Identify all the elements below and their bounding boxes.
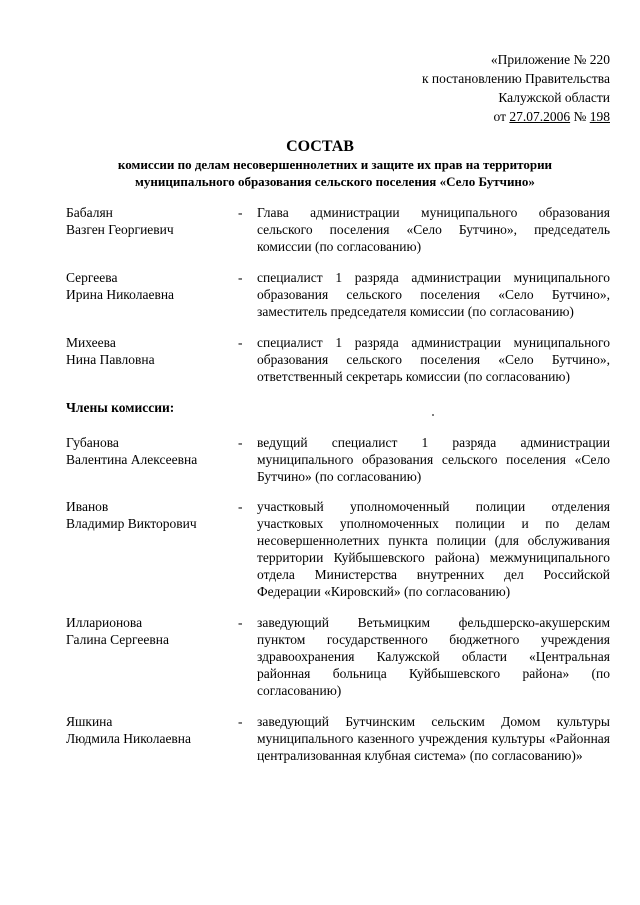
member-name [66,334,236,368]
appendix-line-1: «Приложение № 220 [490,52,610,67]
member-role: заведующий Ветьмицким фельдшерско-акушерским пунктом государственного бюджетного учреждения здравоохранения Калужской области «Центральная районная больница Куйбышевского района» (по согласованию) [257,615,610,698]
document-subtitle: комиссии по делам несовершеннолетних и защите их прав на территории муниципального образования сельского поселения «Село Бутчино» [117,157,553,189]
member-given-name: Вазген Георгиевич [66,222,174,237]
member-given-name: Людмила Николаевна [66,731,192,746]
appendix-header [422,50,610,126]
member-name [66,713,236,747]
member-surname: Михеева [66,335,116,350]
dash: - [238,335,243,350]
member-name [66,498,236,532]
member-surname: Яшкина [66,714,113,729]
member-name [66,614,236,648]
member-role: ведущий специалист 1 разряда администрации муниципального образования сельского поселения «Село Бутчино» (по согласованию) [257,435,610,484]
number-sep: № [570,109,590,124]
document-title: СОСТАВ [286,138,354,155]
scan-speck [432,414,434,416]
appendix-line-2: к постановлению Правительства [421,71,610,86]
dash: - [238,435,243,450]
member-given-name: Владимир Викторович [66,516,197,531]
member-surname: Илларионова [66,615,143,630]
dash: - [238,205,243,220]
member-given-name: Нина Павловна [66,352,155,367]
member-surname: Сергеева [66,270,118,285]
member-name [66,269,236,303]
member-role: Глава администрации муниципального образования сельского поселения «Село Бутчино», председатель комиссии (по согласованию) [257,205,610,254]
member-surname: Бабалян [66,205,113,220]
member-role: участковый уполномоченный полиции отделения участковых уполномоченных полиции и по делам несовершеннолетних пункта полиции (для обслуживания территории Куйбышевского района) межмуниципального отдела Министерства внутренних дел Российской Федерации «Кировский» (по согласованию) [257,499,610,599]
dash: - [238,270,243,285]
dash: - [238,714,243,729]
member-name [66,434,236,468]
appendix-date-line [422,107,610,126]
member-given-name: Валентина Алексеевна [66,452,198,467]
member-role: специалист 1 разряда администрации муниципального образования сельского поселения «Село Бутчино», заместитель председателя комиссии (по согласованию) [257,270,610,319]
member-given-name: Галина Сергеевна [66,632,169,647]
member-surname: Губанова [66,435,119,450]
section-heading-members: Члены комиссии: [66,400,175,415]
date-prefix: от [493,109,510,124]
member-role: специалист 1 разряда администрации муниципального образования сельского поселения «Село Бутчино», ответственный секретарь комиссии (по согласованию) [257,335,610,384]
decree-date: 27.07.2006 [509,109,571,124]
member-surname: Иванов [66,499,109,514]
decree-number: 198 [589,109,610,124]
appendix-line-3: Калужской области [498,90,610,105]
dash: - [238,499,243,514]
member-role: заведующий Бутчинским сельским Домом культуры муниципального казенного учреждения культуры «Районная централизованная клубная система» (по согласованию)» [257,714,610,763]
member-name [66,204,236,238]
member-given-name: Ирина Николаевна [66,287,175,302]
dash: - [238,615,243,630]
